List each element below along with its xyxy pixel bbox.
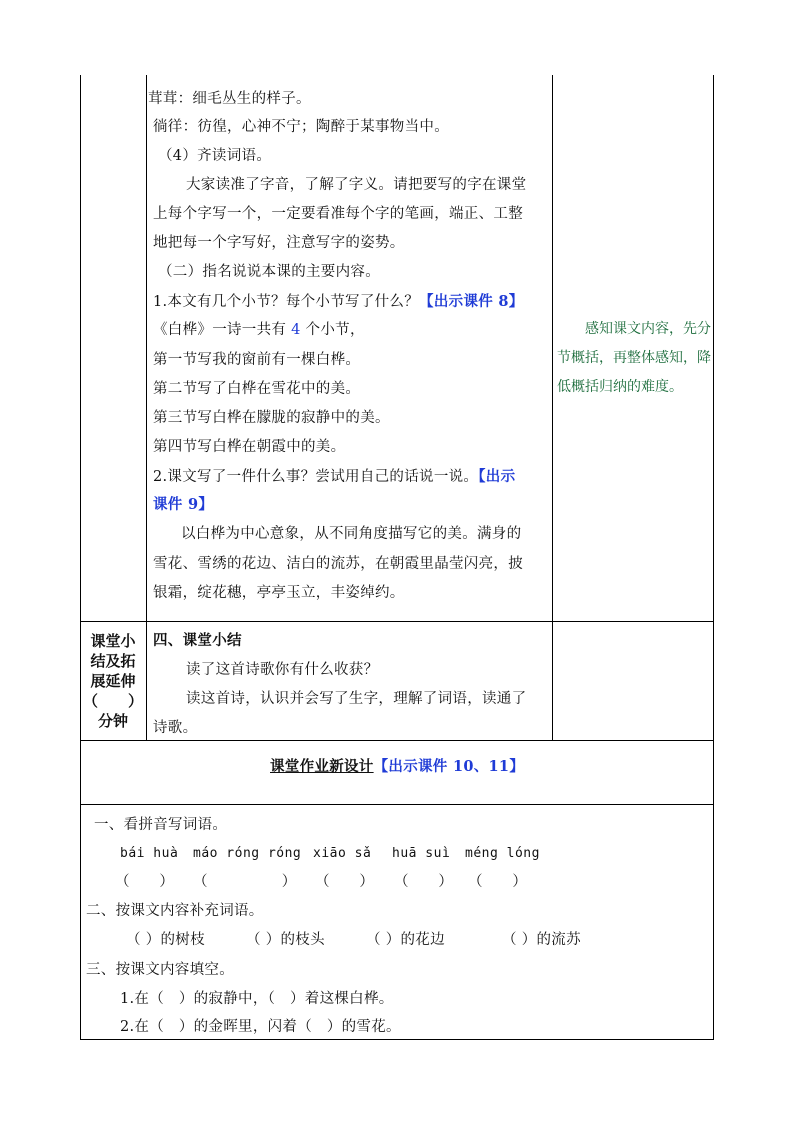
section-heading: 四、课堂小结	[153, 632, 242, 649]
table-border-bottom	[80, 1039, 714, 1040]
fill-word[interactable]: （ ）的枝头	[246, 932, 325, 948]
answer-blank[interactable]: （ ）	[468, 874, 528, 890]
text-line: 诗歌。	[153, 720, 198, 736]
answer-blank[interactable]: （ ）	[115, 874, 175, 890]
courseware-tag: 【出示课件 10、11】	[373, 758, 525, 775]
fill-word[interactable]: （ ）的流苏	[502, 932, 581, 948]
question-text: 2.课文写了一件什么事？尝试用自己的话说一说。	[153, 469, 479, 485]
text-line: 上每个字写一个，一定要看准每个字的笔画，端正、工整	[153, 206, 523, 222]
pinyin-word: huā suì	[392, 846, 451, 861]
answer-blank[interactable]: （ ）	[193, 874, 297, 890]
table-row-divider	[80, 804, 714, 805]
table-divider-side	[146, 75, 147, 741]
text-line: （4）齐读词语。	[158, 148, 272, 164]
text-line: 读这首诗，认识并会写了生字，理解了词语，读通了	[186, 691, 527, 707]
table-border-right	[713, 75, 714, 1040]
courseware-tag: 【出示课件 8】	[419, 293, 524, 310]
answer-blank[interactable]: （ ）	[394, 874, 454, 890]
courseware-tag: 课件 9】	[153, 496, 214, 513]
exercise-heading: 三、按课文内容填空。	[86, 962, 234, 978]
text-line: 茸茸：细毛丛生的样子。	[148, 91, 311, 107]
text-line: 地把每一个字写好，注意写字的姿势。	[153, 235, 405, 251]
text-line: 徜徉：彷徨，心神不宁；陶醉于某事物当中。	[153, 119, 449, 135]
answer-text: 《白桦》一诗一共有	[153, 322, 292, 338]
question-text: 1.本文有几个小节？每个小节写了什么？	[153, 294, 420, 310]
homework-title-text: 课堂作业新设计	[270, 758, 374, 775]
text-line: 雪花、雪绣的花边、洁白的流苏，在朝霞里晶莹闪亮，披	[153, 556, 523, 572]
exercise-heading: 一、看拼音写词语。	[94, 817, 228, 833]
design-intent-note: 感知课文内容，先分节概括，再整体感知，降低概括归纳的难度。	[557, 321, 711, 395]
side-label-line: 分钟	[97, 712, 128, 730]
pinyin-word: máo róng róng	[193, 846, 302, 861]
side-label-line: （ ）	[83, 692, 144, 710]
pinyin-word: bái huà	[120, 846, 179, 861]
section-summary: 第一节写我的窗前有一棵白桦。	[153, 352, 361, 368]
answer-text: 个小节，	[300, 322, 365, 338]
section-summary: 第三节写白桦在朦胧的寂静中的美。	[153, 410, 390, 426]
fill-sentence[interactable]: 1.在（ ）的寂静中，（ ）着这棵白桦。	[120, 991, 394, 1007]
answer-line	[153, 320, 365, 340]
question-2	[153, 467, 515, 487]
fill-word[interactable]: （ ）的花边	[366, 932, 445, 948]
section-summary: 第二节写了白桦在雪花中的美。	[153, 381, 361, 397]
side-label-line: 课堂小	[90, 632, 136, 650]
text-line: 以白桦为中心意象，从不同角度描写它的美。满身的	[181, 526, 522, 542]
answer-blank[interactable]: （ ）	[315, 874, 375, 890]
table-divider-note	[552, 75, 553, 741]
pinyin-word: méng lóng	[465, 846, 540, 861]
text-line: 银霜，绽花穗，亭亭玉立，丰姿绰约。	[153, 585, 405, 601]
side-label-line: 展延伸	[90, 672, 136, 690]
side-label-line: 结及拓	[90, 652, 136, 670]
courseware-tag: 【出示	[478, 468, 516, 485]
table-row-divider	[80, 621, 714, 622]
section-summary: 第四节写白桦在朝霞中的美。	[153, 439, 346, 455]
fill-word[interactable]: （ ）的树枝	[126, 932, 205, 948]
homework-title	[270, 757, 524, 777]
text-line: 大家读准了字音，了解了字义。请把要写的字在课堂	[186, 177, 527, 193]
table-row-divider	[80, 740, 714, 741]
question-1	[153, 292, 524, 312]
section-heading: （二）指名说说本课的主要内容。	[158, 264, 380, 280]
text-line: 读了这首诗歌你有什么收获？	[186, 662, 379, 678]
table-border-left	[80, 75, 81, 1040]
answer-number: 4	[291, 322, 301, 338]
pinyin-word: xiāo sǎ	[313, 846, 372, 861]
fill-sentence[interactable]: 2.在（ ）的金晖里，闪着（ ）的雪花。	[120, 1019, 401, 1035]
exercise-heading: 二、按课文内容补充词语。	[86, 903, 264, 919]
